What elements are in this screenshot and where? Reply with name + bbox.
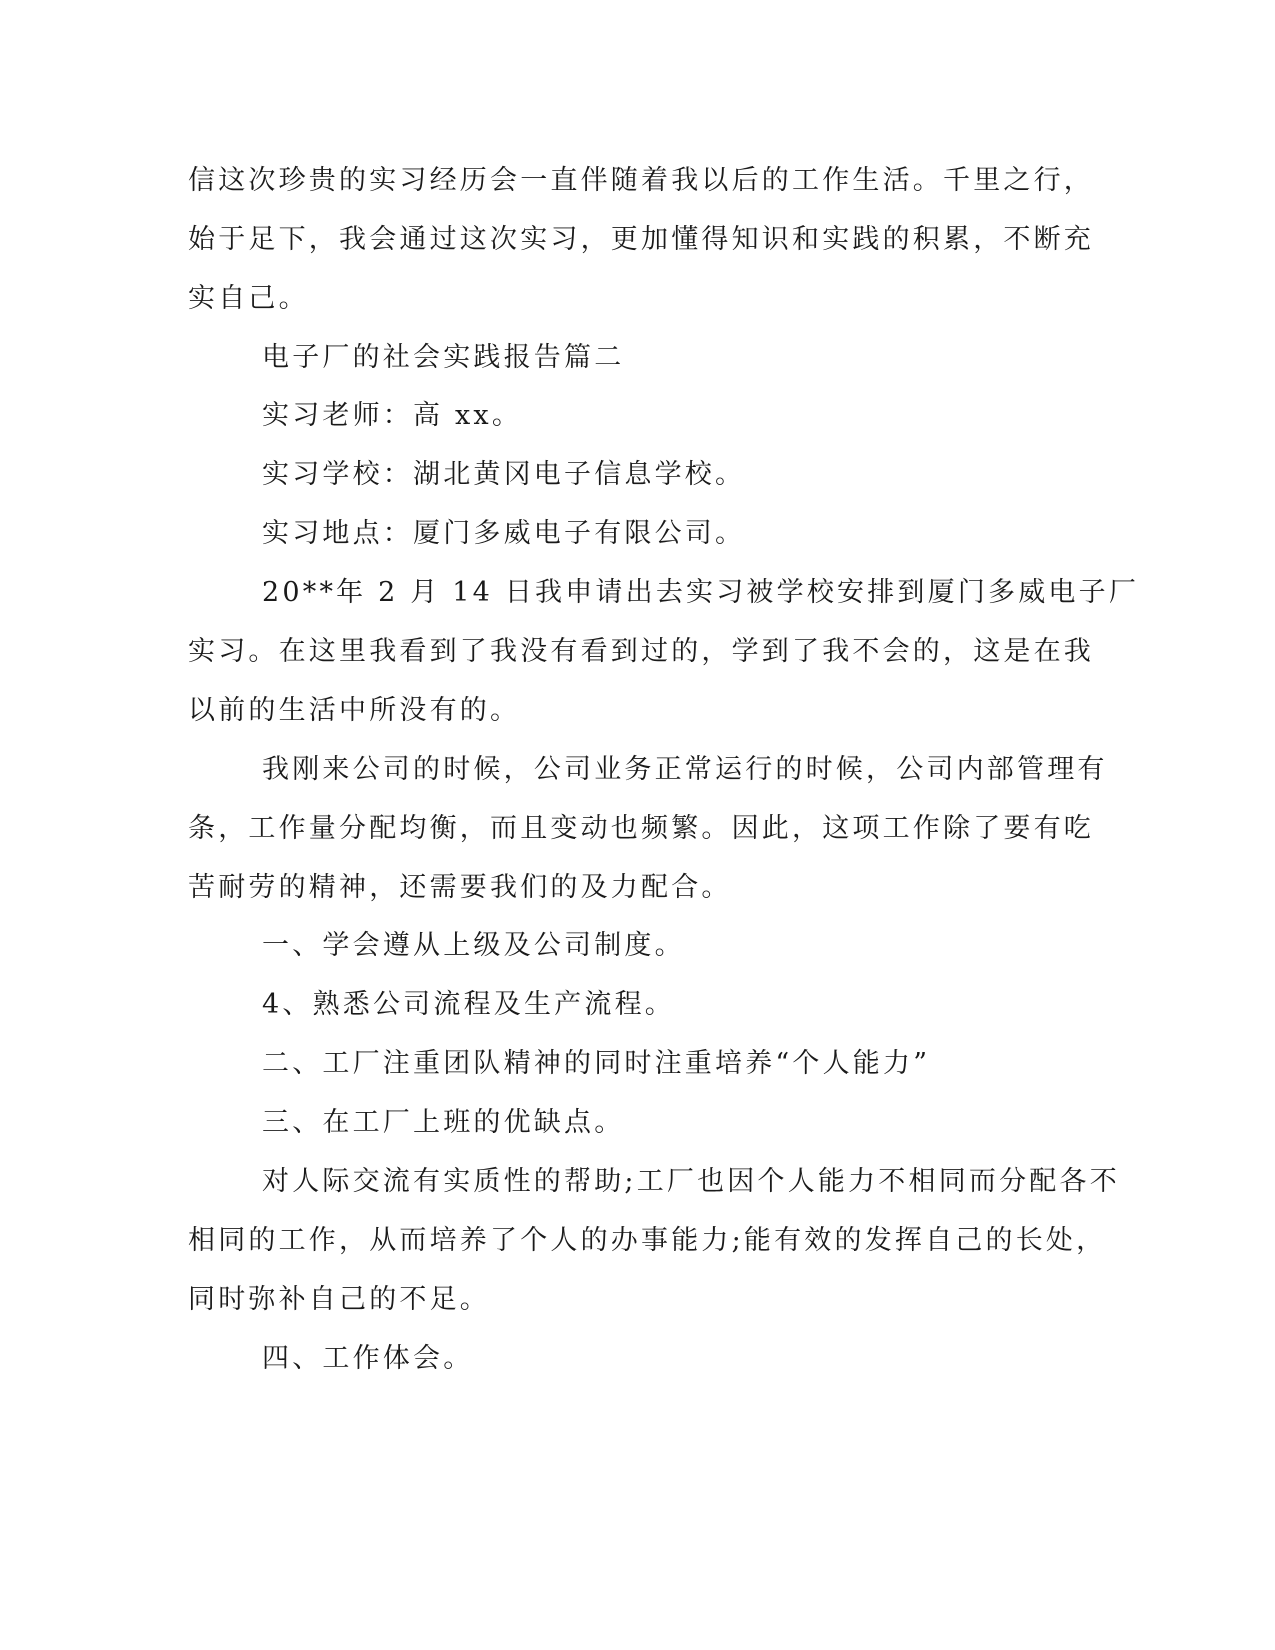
text-line: 实习老师：高 xx。 xyxy=(262,400,523,431)
text-line: 同时弥补自己的不足。 xyxy=(188,1284,490,1315)
text-line: 实自己。 xyxy=(188,283,309,314)
list-item: 二、工厂注重团队精神的同时注重培养“个人能力” xyxy=(262,1048,931,1079)
text-line: 我刚来公司的时候，公司业务正常运行的时候，公司内部管理有 xyxy=(262,754,1108,785)
list-item: 一、学会遵从上级及公司制度。 xyxy=(262,930,685,961)
text-line: 苦耐劳的精神，还需要我们的及力配合。 xyxy=(188,872,732,903)
text-line: 实习地点：厦门多威电子有限公司。 xyxy=(262,518,746,549)
text-line: 始于足下，我会通过这次实习，更加懂得知识和实践的积累，不断充 xyxy=(188,224,1094,255)
list-item: 4、熟悉公司流程及生产流程。 xyxy=(262,989,675,1020)
text-line: 对人际交流有实质性的帮助;工厂也因个人能力不相同而分配各不 xyxy=(262,1166,1120,1197)
text-line: 条，工作量分配均衡，而且变动也频繁。因此，这项工作除了要有吃 xyxy=(188,813,1094,844)
text-line: 信这次珍贵的实习经历会一直伴随着我以后的工作生活。千里之行， xyxy=(188,165,1094,196)
text-line: 实习。在这里我看到了我没有看到过的，学到了我不会的，这是在我 xyxy=(188,636,1094,667)
text-line: 以前的生活中所没有的。 xyxy=(188,695,521,726)
text-line: 相同的工作，从而培养了个人的办事能力;能有效的发挥自己的长处， xyxy=(188,1225,1107,1256)
list-item: 三、在工厂上班的优缺点。 xyxy=(262,1107,625,1138)
section-heading: 电子厂的社会实践报告篇二 xyxy=(262,342,625,373)
text-line: 实习学校：湖北黄冈电子信息学校。 xyxy=(262,459,746,490)
text-line: 20**年 2 月 14 日我申请出去实习被学校安排到厦门多威电子厂 xyxy=(262,577,1140,608)
list-item: 四、工作体会。 xyxy=(262,1343,474,1374)
